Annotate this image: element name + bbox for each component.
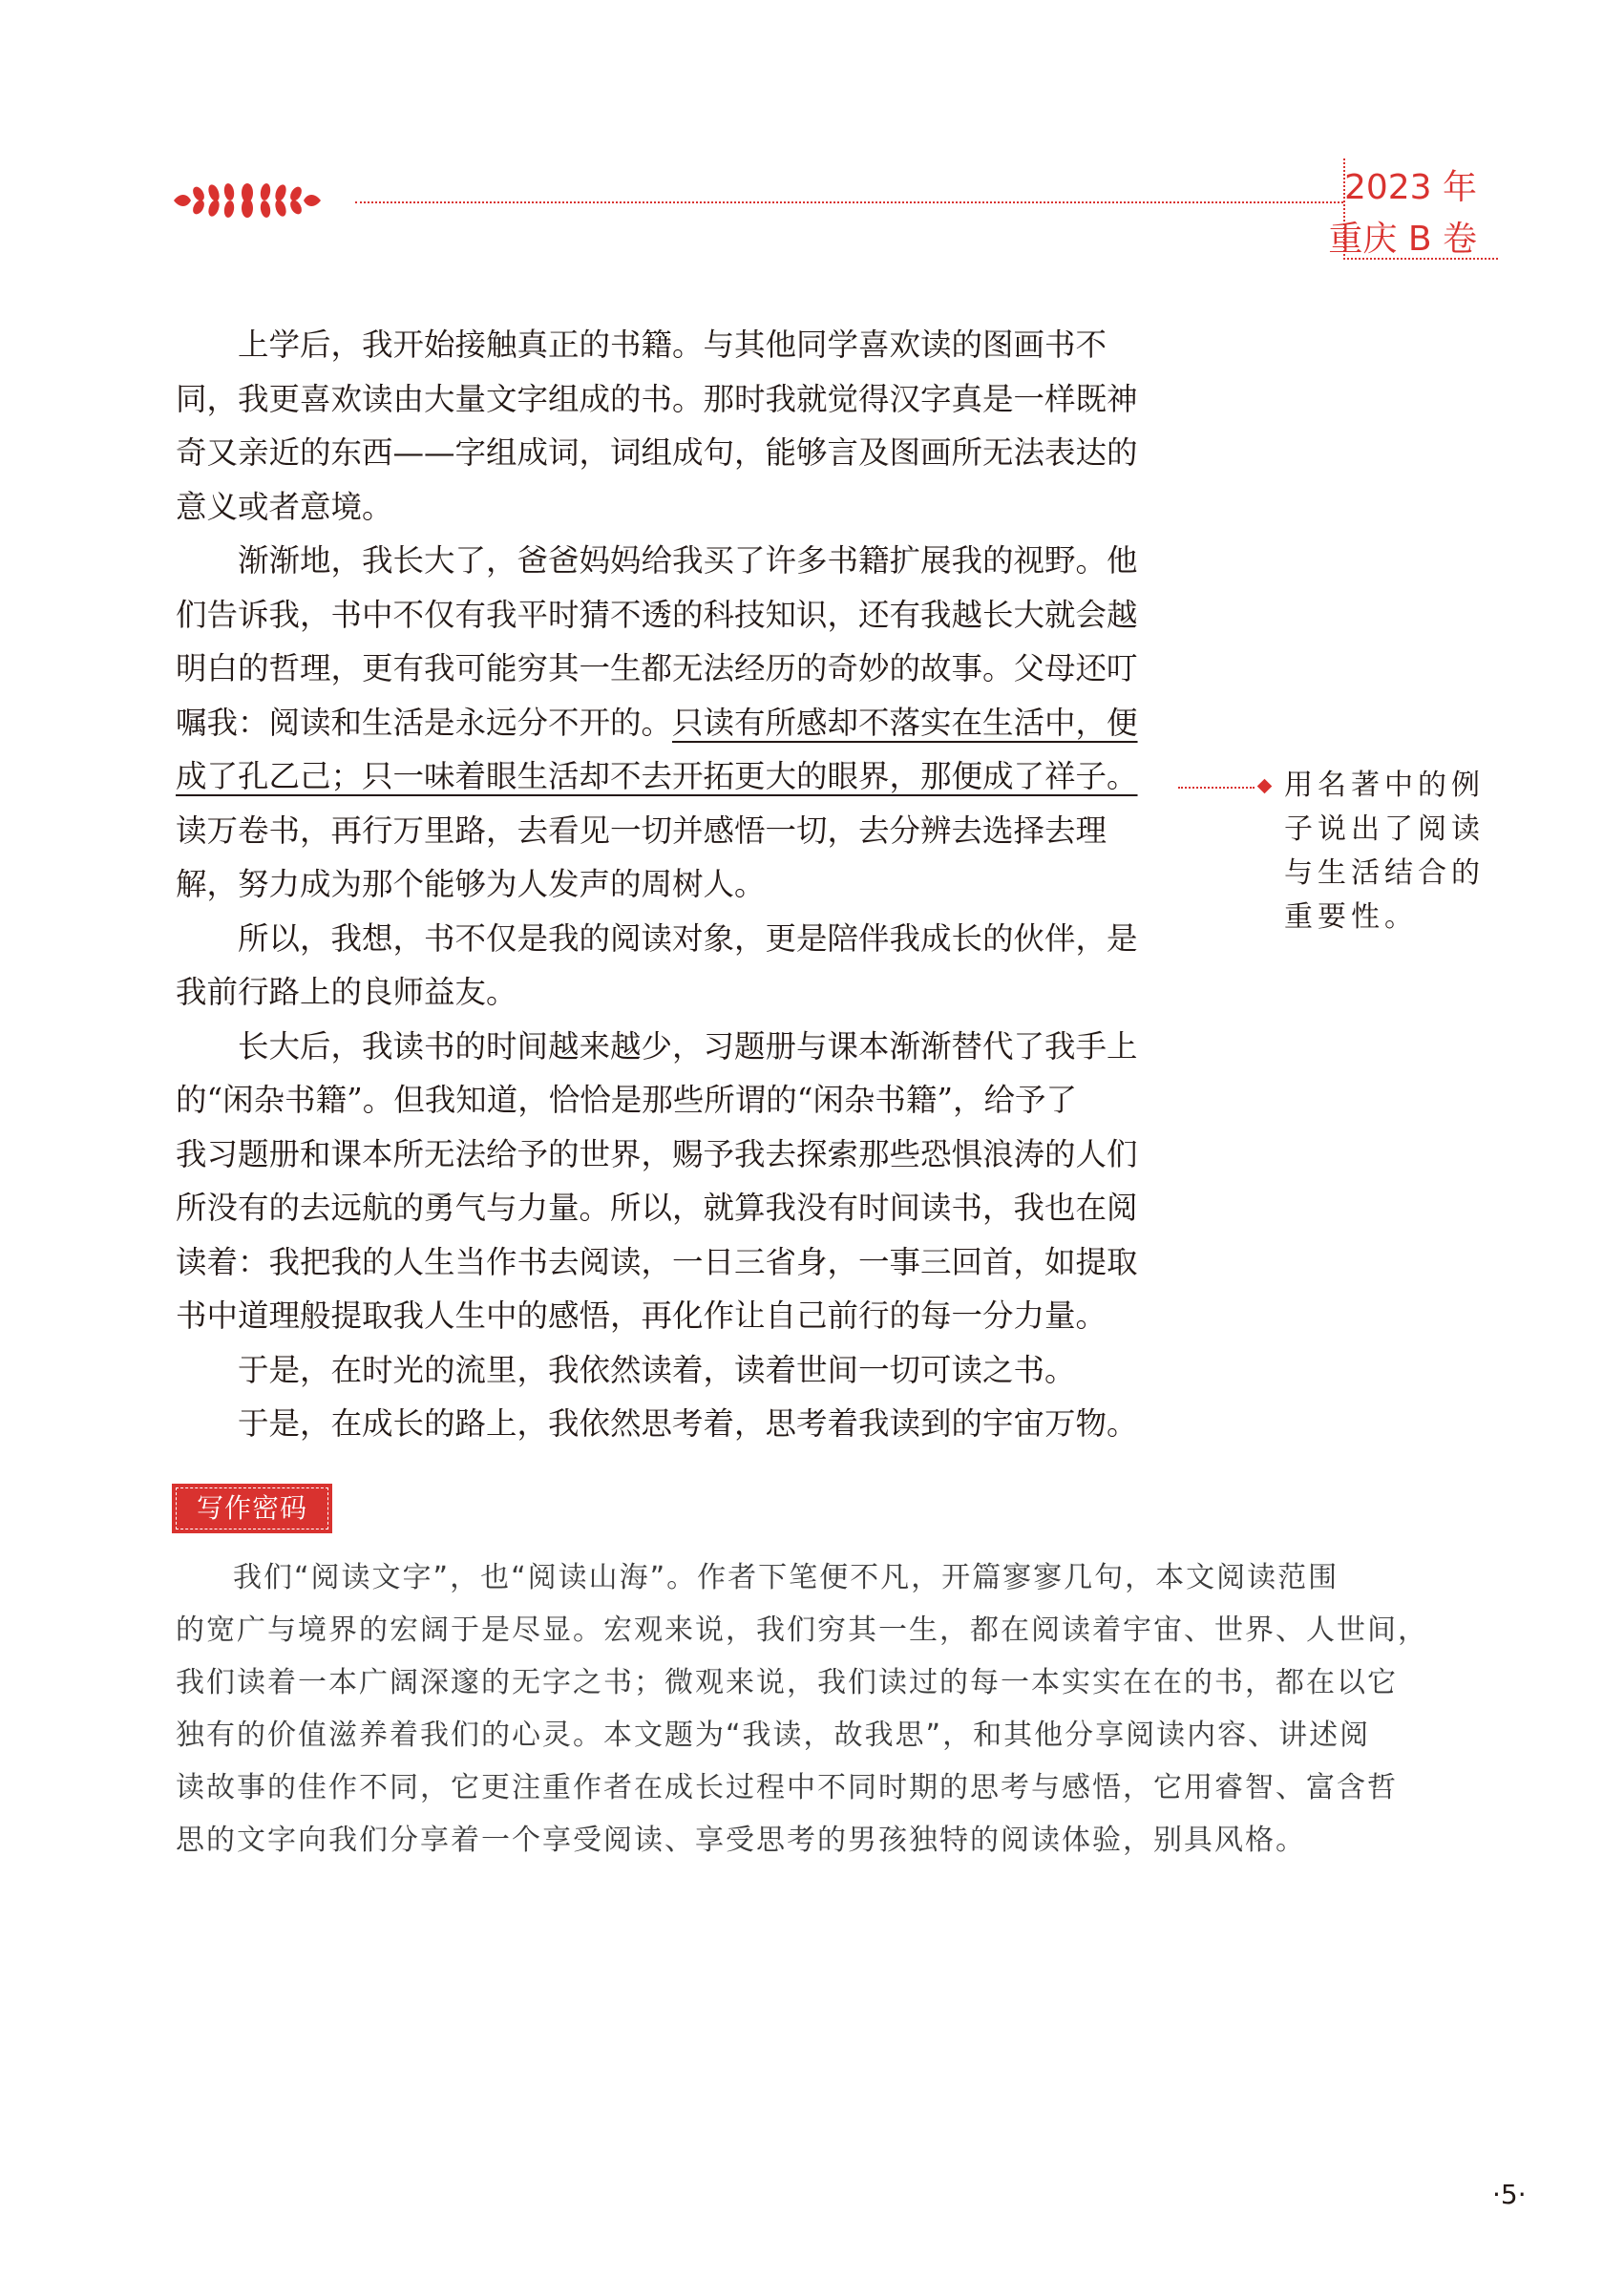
annotation-line: 重要性。	[1284, 900, 1418, 934]
writing-secret-label	[172, 1484, 332, 1533]
essay-line: 于是，在时光的流里，我依然读着，读着世间一切可读之书。	[238, 1351, 1076, 1388]
margin-annotation	[1284, 764, 1513, 939]
commentary-line: 的宽广与境界的宏阔于是尽显。宏观来说，我们穷其一生，都在阅读着宇宙、世界、人世间，	[176, 1614, 1428, 1647]
page-number: ·5·	[1492, 2179, 1527, 2210]
essay-line: 所没有的去远航的勇气与力量。所以，就算我没有时间读书，我也在阅	[176, 1190, 1138, 1226]
header-dotted-line	[355, 201, 1343, 203]
underlined-sentence: 成了孔乙己；只一味着眼生活却不去开拓更大的眼界，那便成了祥子。	[176, 758, 1138, 794]
annotation-line: 用名著中的例	[1284, 769, 1485, 802]
commentary-body	[176, 1551, 1489, 1867]
commentary-line: 思的文字向我们分享着一个享受阅读、享受思考的男孩独特的阅读体验，别具风格。	[176, 1824, 1306, 1857]
annotation-connector	[1178, 787, 1255, 789]
essay-line: 所以，我想，书不仅是我的阅读对象，更是陪伴我成长的伙伴，是	[238, 919, 1138, 957]
essay-line: 明白的哲理，更有我可能穷其一生都无法经历的奇妙的故事。父母还叮	[176, 650, 1138, 686]
essay-line: 我前行路上的良师益友。	[176, 974, 517, 1010]
essay-line: 于是，在成长的路上，我依然思考着，思考着我读到的宇宙万物。	[238, 1405, 1138, 1442]
underlined-sentence: 只读有所感却不落实在生活中，便	[672, 704, 1138, 741]
annotation-line: 子说出了阅读	[1284, 812, 1485, 846]
header-exam-tag	[1328, 158, 1498, 260]
essay-line: 意义或者意境。	[176, 488, 393, 525]
section-label-text: 写作密码	[176, 1487, 328, 1529]
essay-line: 上学后，我开始接触真正的书籍。与其他同学喜欢读的图画书不	[238, 327, 1107, 363]
commentary-line: 我们读着一本广阔深邃的无字之书；微观来说，我们读过的每一本实实在在的书，都在以它	[176, 1666, 1398, 1699]
essay-text: 嘱我：阅读和生活是永远分不开的。	[176, 704, 673, 741]
exam-year: 2023 年	[1343, 168, 1477, 207]
essay-body	[176, 318, 1184, 1451]
essay-line: 读万卷书，再行万里路，去看见一切并感悟一切，去分辨去选择去理	[176, 812, 1107, 849]
essay-line: 长大后，我读书的时间越来越少，习题册与课本渐渐替代了我手上	[238, 1027, 1138, 1065]
commentary-line: 读故事的佳作不同，它更注重作者在成长过程中不同时期的思考与感悟，它用睿智、富含哲	[176, 1771, 1398, 1804]
essay-line: 奇又亲近的东西——字组成词，词组成句，能够言及图画所无法表达的	[176, 434, 1138, 471]
commentary-line: 独有的价值滋养着我们的心灵。本文题为“我读，故我思”，和其他分享阅读内容、讲述阅	[176, 1719, 1371, 1752]
annotation-line: 与生活结合的	[1284, 856, 1485, 890]
essay-line: 的“闲杂书籍”。但我知道，恰恰是那些所谓的“闲杂书籍”，给予了	[176, 1082, 1077, 1118]
commentary-line: 我们“阅读文字”，也“阅读山海”。作者下笔便不凡，开篇寥寥几句，本文阅读范围	[233, 1561, 1339, 1594]
essay-line: 渐渐地，我长大了，爸爸妈妈给我买了许多书籍扩展我的视野。他	[238, 542, 1138, 579]
essay-line-underlined	[176, 749, 1184, 804]
essay-line-underlined	[176, 696, 1184, 750]
essay-line: 我习题册和课本所无法给予的世界，赐予我去探索那些恐惧浪涛的人们	[176, 1135, 1138, 1172]
exam-volume: 重庆 B 卷	[1328, 220, 1477, 259]
essay-line: 读着：我把我的人生当作书去阅读，一日三省身，一事三回首，如提取	[176, 1243, 1138, 1280]
essay-line: 书中道理般提取我人生中的感悟，再化作让自己前行的每一分力量。	[176, 1297, 1107, 1334]
diamond-bullet-icon	[1257, 779, 1273, 794]
essay-line: 们告诉我，书中不仅有我平时猜不透的科技知识，还有我越长大就会越	[176, 596, 1138, 633]
essay-line: 同，我更喜欢读由大量文字组成的书。那时我就觉得汉字真是一样既神	[176, 380, 1138, 417]
laurel-ornament-icon	[170, 183, 325, 218]
essay-line: 解，努力成为那个能够为人发声的周树人。	[176, 866, 766, 902]
